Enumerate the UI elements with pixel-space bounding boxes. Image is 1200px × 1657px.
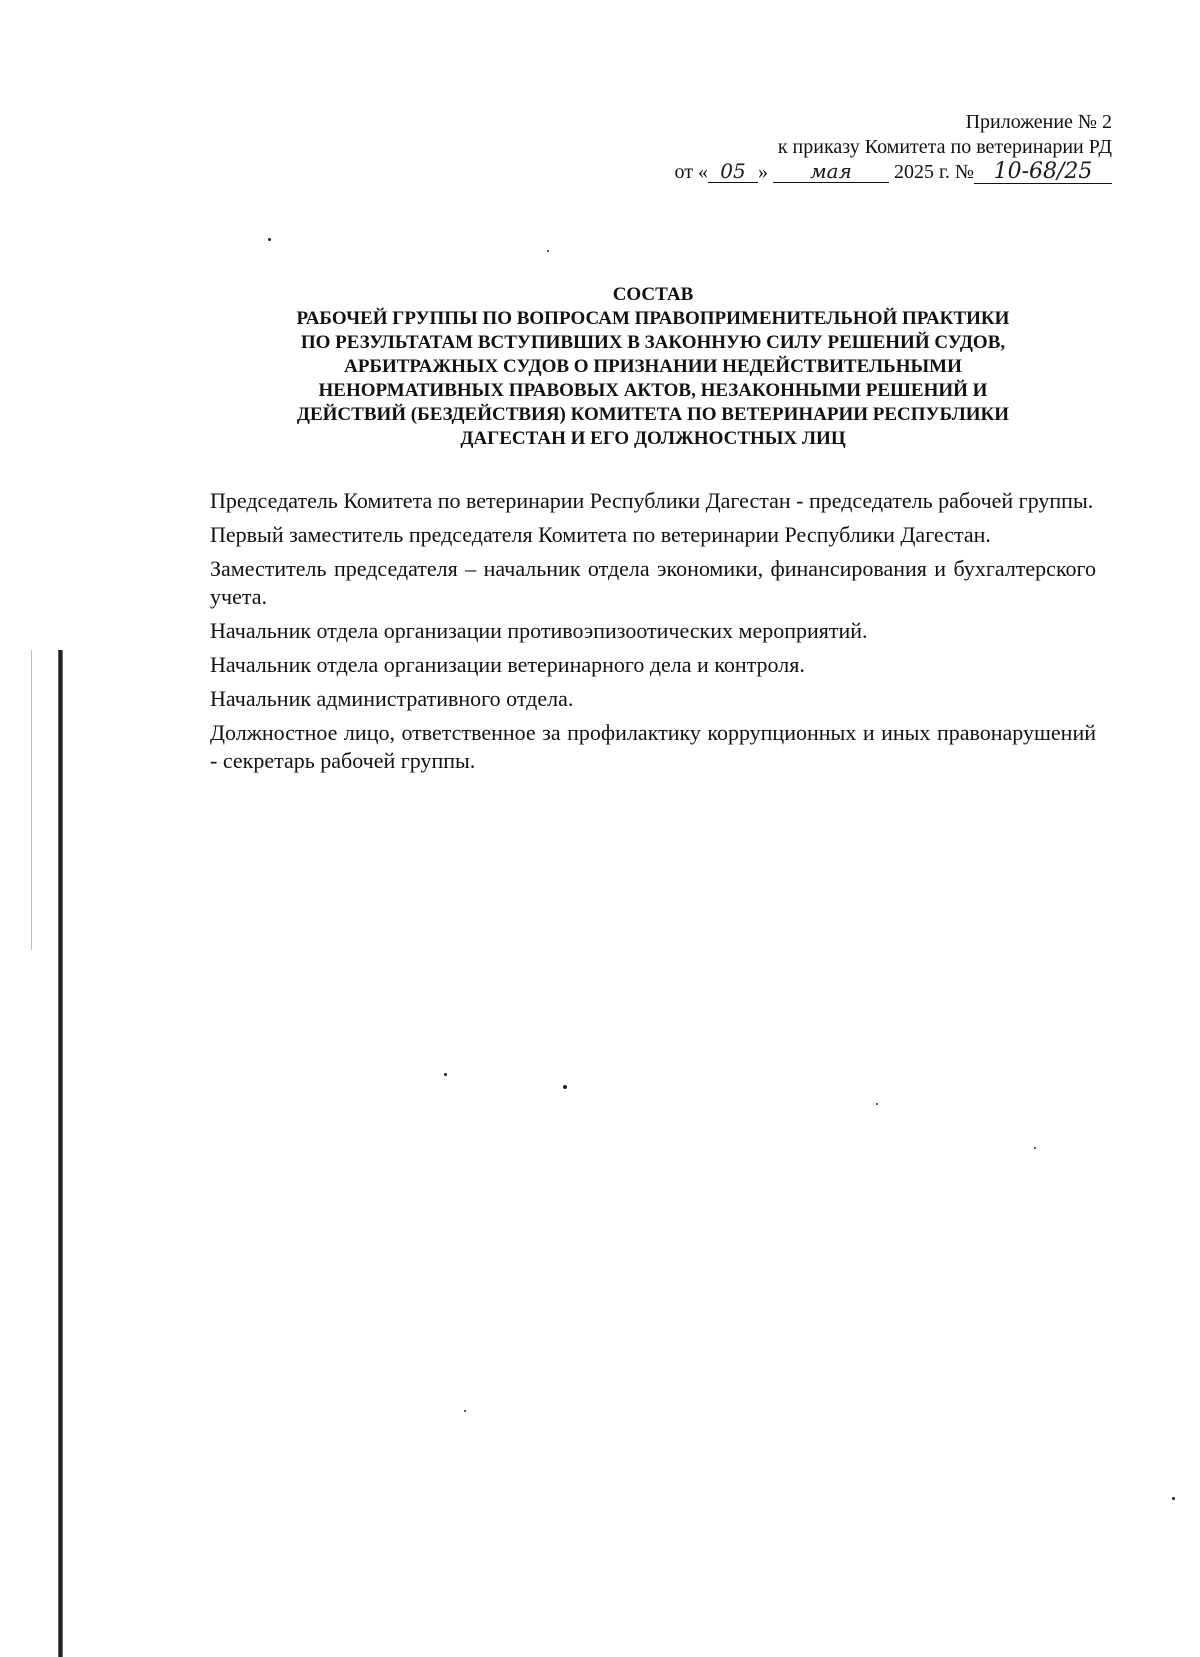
scan-speck — [563, 1085, 567, 1089]
date-prefix: от « — [674, 161, 708, 183]
scan-speck — [1034, 1147, 1036, 1149]
scan-speck — [444, 1073, 447, 1076]
scan-speck — [464, 1410, 466, 1412]
handwritten-month: мая — [773, 160, 889, 183]
member-item: Начальник административного отдела. — [210, 686, 574, 711]
handwritten-day: 05 — [708, 160, 758, 183]
scan-speck — [547, 250, 549, 252]
title-line: ДЕЙСТВИЙ (БЕЗДЕЙСТВИЯ) КОМИТЕТА ПО ВЕТЕРИНАРИИ РЕСПУБЛИКИ — [296, 404, 1010, 425]
member-item: Первый заместитель председателя Комитета по ветеринарии Республики Дагестан. — [210, 522, 991, 547]
scan-edge-faint-line — [31, 650, 32, 950]
document-title — [210, 283, 1096, 451]
order-reference: к приказу Комитета по ветеринарии РД — [777, 136, 1112, 158]
member-item: Начальник отдела организации ветеринарного дела и контроля. — [210, 652, 805, 677]
member-item: Председатель Комитета по ветеринарии Республики Дагестан - председатель рабочей группы. — [210, 488, 1094, 513]
scan-edge-line — [58, 650, 63, 1657]
member-item: Должностное лицо, ответственное за профилактику коррупционных и иных правонарушений - секретарь рабочей группы. — [210, 720, 1096, 773]
date-mid: » — [757, 161, 768, 183]
title-line: АРБИТРАЖНЫХ СУДОВ О ПРИЗНАНИИ НЕДЕЙСТВИТЕЛЬНЫМИ — [344, 356, 962, 377]
year-and-number-label: 2025 г. № — [893, 161, 974, 183]
title-line: ПО РЕЗУЛЬТАТАМ ВСТУПИВШИХ В ЗАКОННУЮ СИЛУ РЕШЕНИЙ СУДОВ, — [300, 332, 1006, 353]
scan-speck — [1172, 1497, 1175, 1500]
title-line: ДАГЕСТАН И ЕГО ДОЛЖНОСТНЫХ ЛИЦ — [460, 428, 846, 449]
members-list — [210, 487, 1096, 781]
title-line: НЕНОРМАТИВНЫХ ПРАВОВЫХ АКТОВ, НЕЗАКОННЫМИ РЕШЕНИЙ И — [318, 380, 988, 401]
scan-speck — [876, 1103, 878, 1105]
scan-speck — [268, 238, 271, 241]
document-header — [592, 110, 1112, 185]
title-line: РАБОЧЕЙ ГРУППЫ ПО ВОПРОСАМ ПРАВОПРИМЕНИТЕЛЬНОЙ ПРАКТИКИ — [296, 308, 1010, 329]
order-date-line — [592, 160, 1112, 185]
handwritten-order-number: 10-68/25 — [974, 161, 1112, 184]
member-item: Заместитель председателя – начальник отдела экономики, финансирования и бухгалтерского учета. — [210, 556, 1096, 609]
title-heading: СОСТАВ — [612, 284, 694, 305]
member-item: Начальник отдела организации противоэпизоотических мероприятий. — [210, 618, 868, 643]
appendix-label: Приложение № 2 — [965, 111, 1112, 133]
